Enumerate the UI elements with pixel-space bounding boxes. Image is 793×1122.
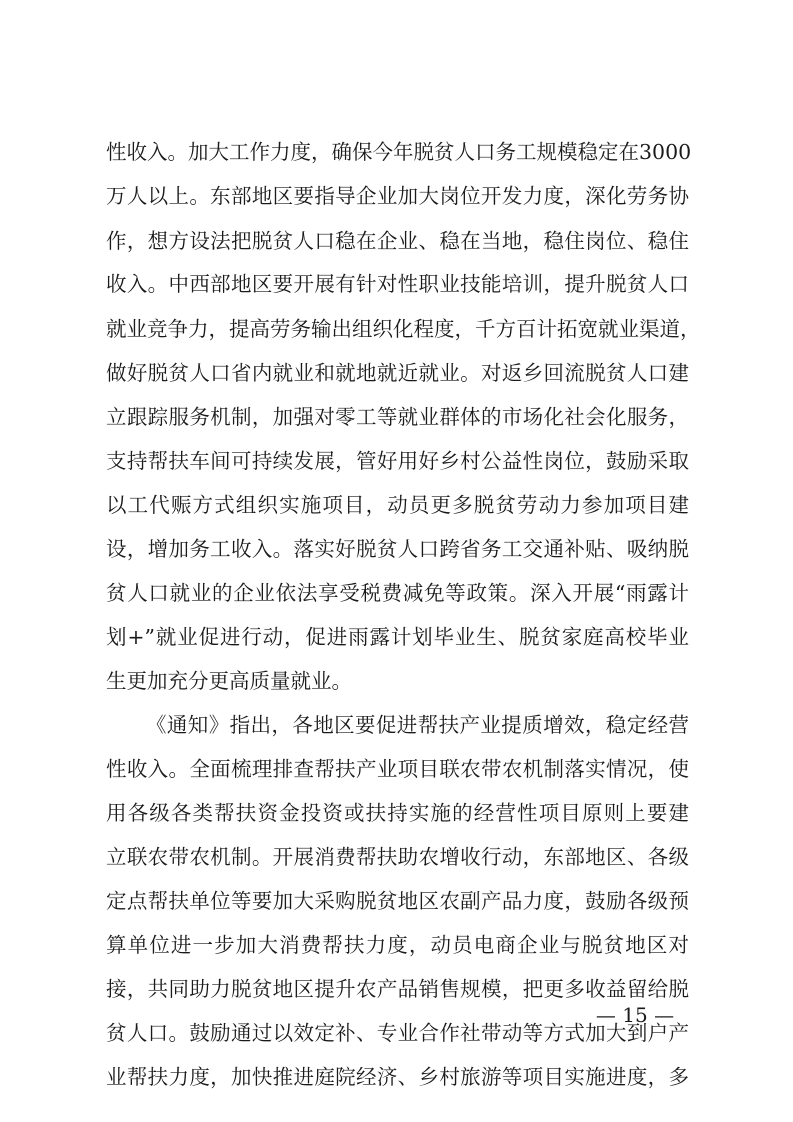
text-line: 以工代赈方式组织实施项目，动员更多脱贫劳动力参加项目建 — [106, 493, 689, 517]
text-line: 支持帮扶车间可持续发展，管好用好乡村公益性岗位，鼓励采取 — [106, 449, 689, 473]
text-line: 万人以上。东部地区要指导企业加大岗位开发力度，深化劳务协 — [106, 184, 689, 208]
text-line: 设，增加务工收入。落实好脱贫人口跨省务工交通补贴、吸纳脱 — [106, 537, 689, 561]
text-line: 划+”就业促进行动，促进雨露计划毕业生、脱贫家庭高校毕业 — [106, 625, 689, 649]
page-number: — 15 — — [595, 1003, 675, 1027]
text-line: 收入。中西部地区要开展有针对性职业技能培训，提升脱贫人口 — [106, 272, 689, 296]
text-line: 就业竞争力，提高劳务输出组织化程度，千方百计拓宽就业渠道， — [106, 317, 701, 341]
text-line: 《通知》指出，各地区要促进帮扶产业提质增效，稳定经营 — [146, 713, 689, 737]
text-line: 贫人口。鼓励通过以效定补、专业合作社带动等方式加大到户产 — [106, 1021, 689, 1045]
text-line: 性收入。加大工作力度，确保今年脱贫人口务工规模稳定在3000 — [106, 140, 692, 164]
text-line: 算单位进一步加大消费帮扶力度，动员电商企业与脱贫地区对 — [106, 933, 689, 957]
text-line: 用各级各类帮扶资金投资或扶持实施的经营性项目原则上要建 — [106, 801, 689, 825]
text-line: 业帮扶力度，加快推进庭院经济、乡村旅游等项目实施进度，多 — [106, 1065, 689, 1089]
text-line: 定点帮扶单位等要加大采购脱贫地区农副产品力度，鼓励各级预 — [106, 889, 689, 913]
text-line: 立跟踪服务机制，加强对零工等就业群体的市场化社会化服务， — [106, 405, 689, 429]
text-line: 接，共同助力脱贫地区提升农产品销售规模，把更多收益留给脱 — [106, 977, 689, 1001]
text-line: 性收入。全面梳理排查帮扶产业项目联农带农机制落实情况，使 — [106, 757, 689, 781]
text-line: 生更加充分更高质量就业。 — [106, 669, 352, 693]
text-line: 作，想方设法把脱贫人口稳在企业、稳在当地，稳住岗位、稳住 — [106, 229, 689, 253]
text-line: 立联农带农机制。开展消费帮扶助农增收行动，东部地区、各级 — [106, 845, 689, 869]
text-line: 贫人口就业的企业依法享受税费减免等政策。深入开展“雨露计 — [106, 581, 689, 605]
text-line: 做好脱贫人口省内就业和就地就近就业。对返乡回流脱贫人口建 — [106, 361, 689, 385]
